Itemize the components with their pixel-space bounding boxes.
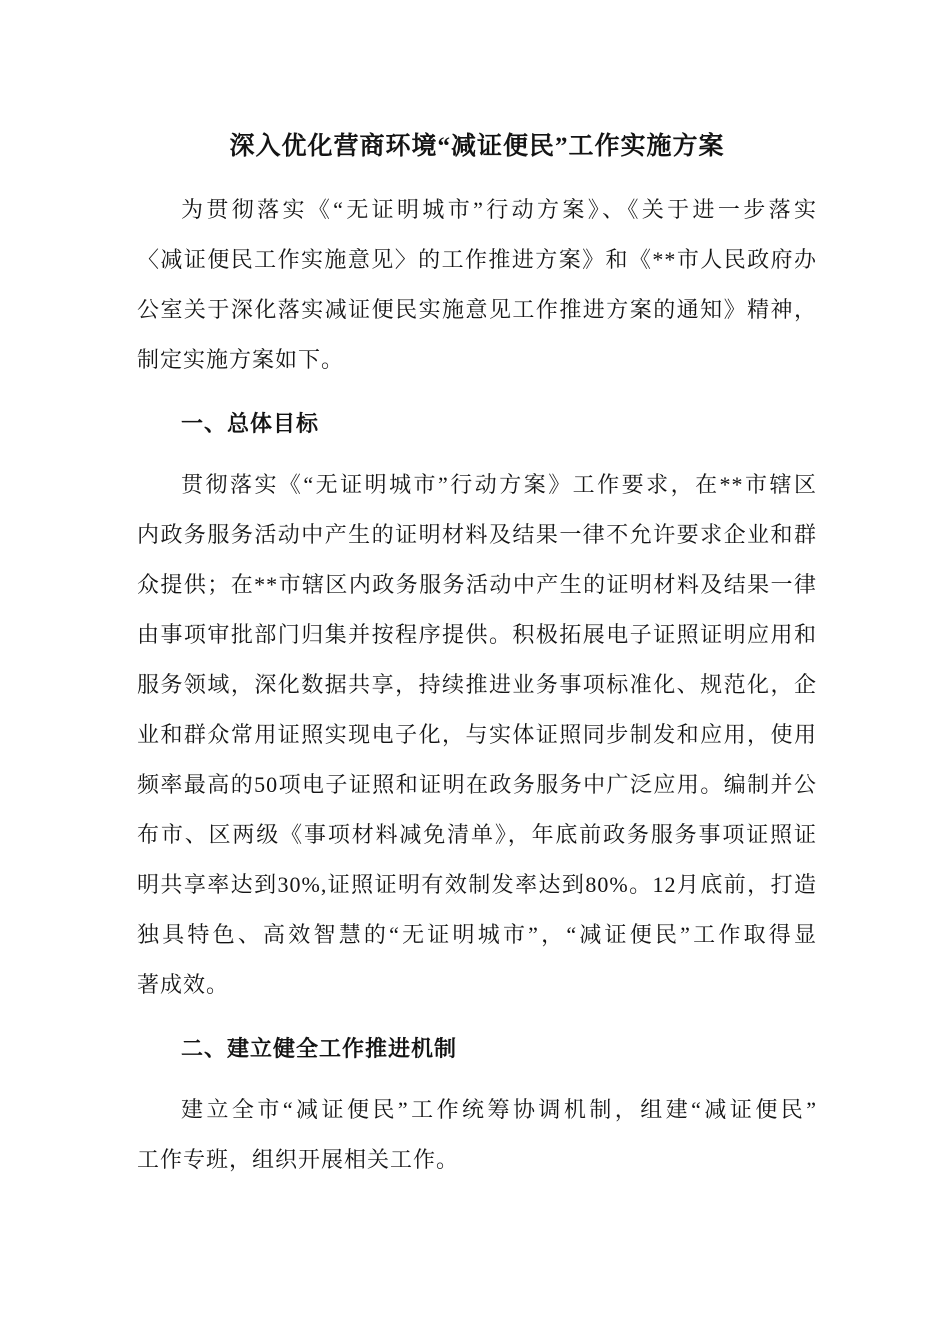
paragraph-3-line-2: 工作专班，组织开展相关工作。 xyxy=(137,1147,460,1172)
paragraph-2-line-6: 业和群众常用证照实现电子化，与实体证照同步制发和应用，使用 xyxy=(137,722,817,747)
paragraph-2-line-9: 明共享率达到30%,证照证明有效制发率达到80%。12月底前，打造 xyxy=(137,872,817,897)
document-content xyxy=(137,0,817,1185)
paragraph-1-line-4: 制定实施方案如下。 xyxy=(137,347,345,372)
paragraph-2-line-5: 服务领域，深化数据共享，持续推进业务事项标准化、规范化，企 xyxy=(137,672,817,697)
paragraph-3 xyxy=(137,1085,817,1185)
document-title: 深入优化营商环境“减证便民”工作实施方案 xyxy=(229,133,725,160)
paragraph-2-line-7: 频率最高的50项电子证照和证明在政务服务中广泛应用。编制并公 xyxy=(137,772,817,797)
paragraph-2-line-3: 众提供；在**市辖区内政务服务活动中产生的证明材料及结果一律 xyxy=(137,572,817,597)
section-heading-2: 二、建立健全工作推进机制 xyxy=(181,1036,458,1061)
paragraph-2-line-4: 由事项审批部门归集并按程序提供。积极拓展电子证照证明应用和 xyxy=(137,622,817,647)
paragraph-2 xyxy=(137,460,817,1010)
paragraph-2-line-8: 布市、区两级《事项材料减免清单》，年底前政务服务事项证照证 xyxy=(137,822,817,847)
paragraph-1 xyxy=(137,185,817,385)
section-heading-1: 一、总体目标 xyxy=(181,411,320,436)
paragraph-2-line-11: 著成效。 xyxy=(137,972,230,997)
paragraph-2-line-1: 贯彻落实《“无证明城市”行动方案》工作要求，在**市辖区 xyxy=(181,472,817,497)
paragraph-3-line-1: 建立全市“减证便民”工作统筹协调机制，组建“减证便民” xyxy=(181,1097,817,1122)
paragraph-2-line-2: 内政务服务活动中产生的证明材料及结果一律不允许要求企业和群 xyxy=(137,522,817,547)
paragraph-2-line-10: 独具特色、高效智慧的“无证明城市”，“减证便民”工作取得显 xyxy=(137,922,817,947)
paragraph-1-line-3: 公室关于深化落实减证便民实施意见工作推进方案的通知》精神， xyxy=(137,297,817,322)
paragraph-1-line-1: 为贯彻落实《“无证明城市”行动方案》、《关于进一步落实 xyxy=(181,197,817,222)
paragraph-1-line-2: 〈减证便民工作实施意见〉的工作推进方案》和《**市人民政府办 xyxy=(137,247,817,272)
